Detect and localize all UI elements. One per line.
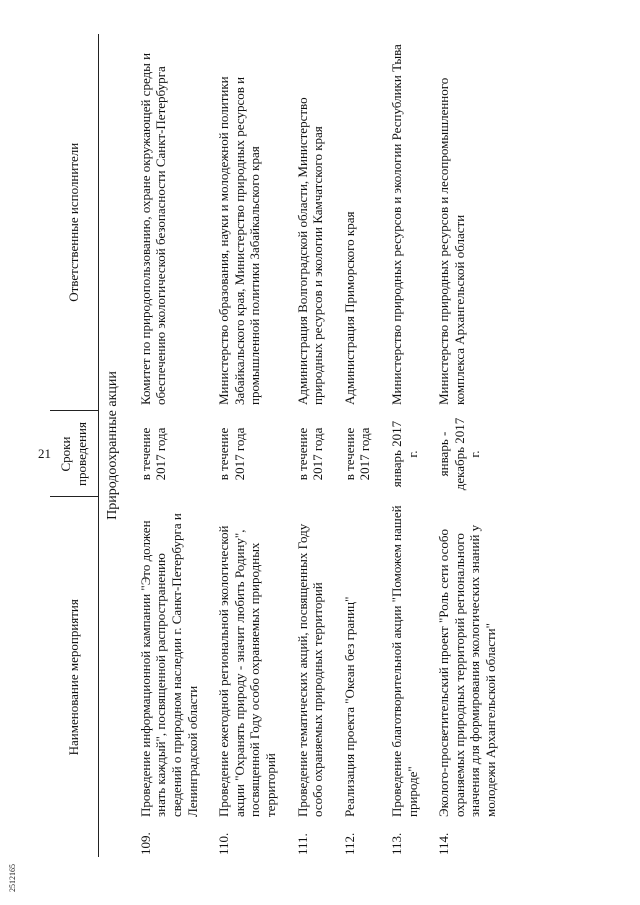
event-name: Проведение тематических акций, посвященных Году особо охраняемых природных территорий [294, 523, 326, 817]
event-responsible: Администрация Волгоградской области, Министерство природных ресурсов и экологии Камчатского края [294, 97, 326, 405]
event-term: в течение 2017 года [341, 427, 373, 481]
section-row [99, 34, 134, 857]
event-name: Проведение ежегодной региональной экологической акции "Охранять природу - значит любить Родину", посвященной Году особо охраняемых природных территорий [216, 525, 278, 817]
rotated-page-content [50, 34, 614, 857]
table-row [385, 34, 432, 857]
events-table [50, 34, 510, 857]
row-number: 112. [341, 832, 357, 855]
header-term: Сроки проведения [50, 411, 99, 497]
event-term: январь 2017 г. [388, 420, 420, 488]
table-row [291, 34, 338, 857]
event-name: Эколого-просветительский проект "Роль сети особо охраняемых природных территорий регионального значения для формирования экологических знаний у молодежи Архангельской области" [436, 524, 498, 817]
section-title: Природоохранные акции [105, 371, 120, 520]
row-number: 109. [137, 832, 153, 855]
event-responsible: Министерство образования, науки и молодежной политики Забайкальского края, Министерство природных ресурсов и промышленной политики Забайкальского края [216, 76, 263, 405]
event-name: Проведение благотворительной акции "Поможем нашей природе" [388, 505, 420, 817]
event-term: январь - декабрь 2017 г. [436, 417, 483, 491]
row-number: 111. [294, 833, 310, 855]
table-row [338, 34, 385, 857]
row-number: 114. [436, 832, 452, 855]
event-name: Реализация проекта "Океан без границ" [341, 596, 357, 817]
event-responsible: Администрация Приморского края [341, 211, 357, 405]
event-responsible: Министерство природных ресурсов и экологии Республики Тыва [388, 44, 404, 405]
table-row [212, 34, 290, 857]
row-number: 113. [388, 832, 404, 855]
table-row [134, 34, 212, 857]
header-responsible: Ответственные исполнители [50, 34, 99, 411]
row-number: 110. [216, 832, 232, 855]
header-event-name: Наименование мероприятия [50, 497, 99, 857]
event-term: в течение 2017 года [294, 427, 326, 481]
event-name: Проведение информационной кампании "Это должен знать каждый", посвященной распространению сведений о природном наследии г. Санкт-Петербурга и Ленинградской области [137, 513, 200, 817]
table-row [432, 34, 510, 857]
event-responsible: Министерство природных ресурсов и лесопромышленного комплекса Архангельской области [436, 77, 467, 405]
document-code: 2512165 [8, 864, 17, 892]
table-header-row [50, 34, 99, 857]
page-number: 21 [38, 446, 51, 461]
event-responsible: Комитет по природопользованию, охране окружающей среды и обеспечению экологической безопасности Санкт-Петербурга [137, 52, 169, 405]
event-term: в течение 2017 года [216, 427, 247, 481]
event-term: в течение 2017 года [137, 427, 169, 481]
